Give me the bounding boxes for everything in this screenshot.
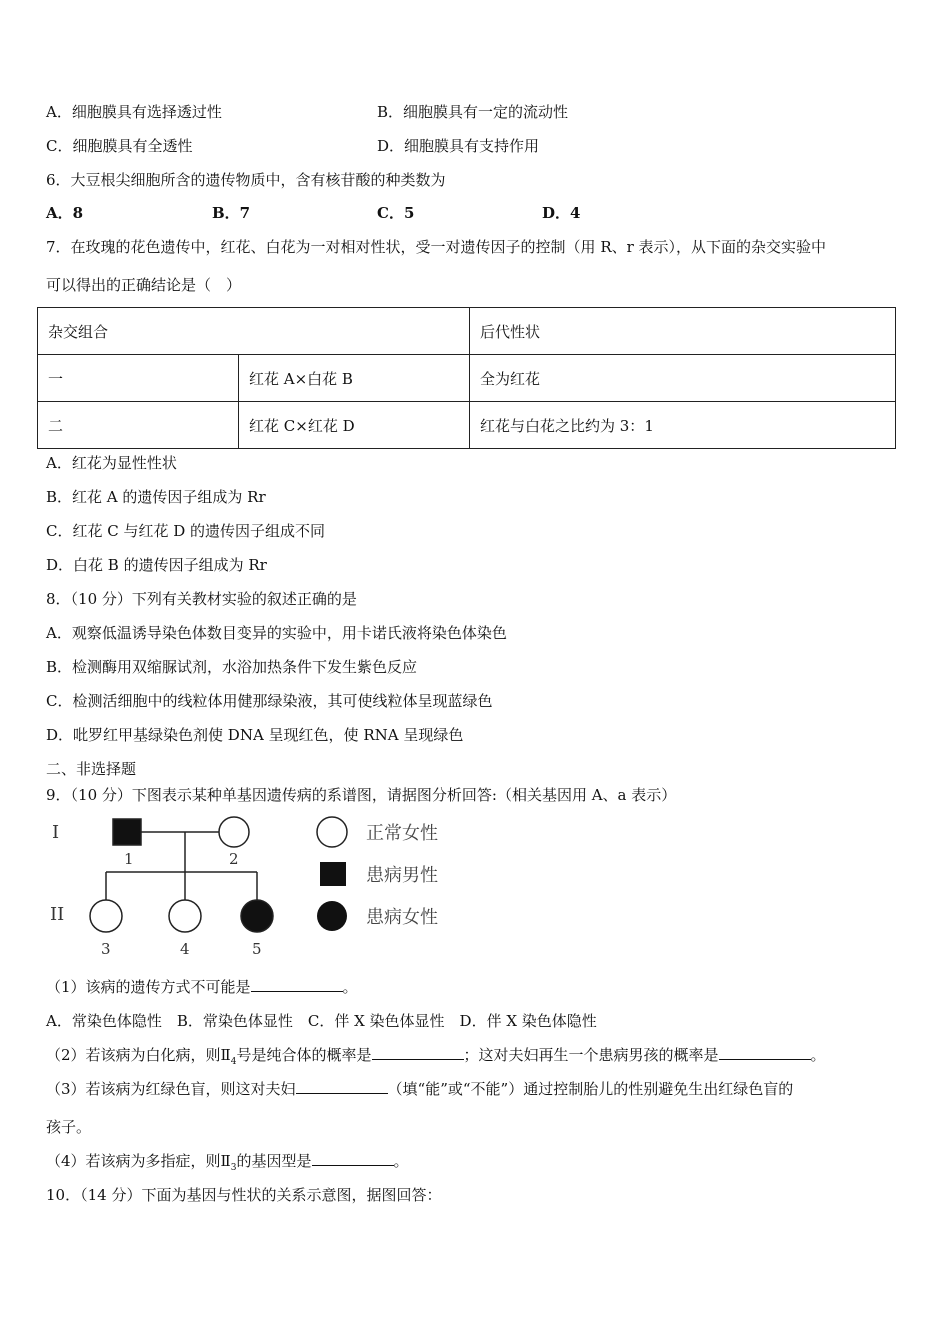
label-5: 5	[252, 940, 262, 958]
text: 。	[342, 978, 358, 996]
text: 。	[810, 1046, 826, 1064]
text: 。	[393, 1152, 409, 1170]
text: 号是纯合体的概率是	[236, 1046, 372, 1064]
answer-blank[interactable]	[719, 1045, 811, 1060]
pedigree-diagram	[40, 812, 470, 962]
text: （3）若该病为红绿色盲，则这对夫妇	[46, 1080, 296, 1098]
legend-affected-male-icon	[320, 862, 346, 886]
q8-option-b: B．检测酶用双缩脲试剂，水浴加热条件下发生紫色反应	[46, 658, 418, 676]
q8-stem: 8．（10 分）下列有关教材实验的叙述正确的是	[46, 590, 357, 608]
label-4: 4	[180, 940, 190, 958]
text: （2）若该病为白化病，则Ⅱ	[46, 1046, 231, 1064]
normal-female-4	[169, 900, 201, 932]
text: ；这对夫妇再生一个患病男孩的概率是	[463, 1046, 719, 1064]
q8-option-d: D．吡罗红甲基绿染色剂使 DNA 呈现红色，使 RNA 呈现绿色	[46, 726, 464, 744]
q9-part2	[46, 1045, 826, 1072]
subscript: 3	[230, 1163, 237, 1173]
affected-male-1	[113, 819, 141, 845]
q7-stem-2: 可以得出的正确结论是（ ）	[46, 276, 242, 294]
q7-option-a: A．红花为显性性状	[46, 454, 177, 472]
legend-affected-female: 患病女性	[366, 907, 438, 928]
text: （填“能”或“不能”）通过控制胎儿的性别避免生出红绿色盲的	[387, 1080, 794, 1098]
normal-female-2	[219, 817, 249, 847]
legend-affected-female-icon	[317, 901, 347, 931]
q6-option-c: C．5	[377, 204, 415, 222]
cell: 全为红花	[470, 355, 896, 402]
q8-option-a: A．观察低温诱导染色体数目变异的实验中，用卡诺氏液将染色体染色	[46, 624, 507, 642]
q6-option-d: D．4	[542, 204, 581, 222]
header-offspring: 后代性状	[470, 308, 896, 355]
q7-stem-1: 7．在玫瑰的花色遗传中，红花、白花为一对相对性状，受一对遗传因子的控制（用 R、r 表示），从下面的杂交实验中	[46, 238, 827, 256]
q5-option-c: C．细胞膜具有全透性	[46, 137, 193, 155]
text: 的基因型是	[236, 1152, 312, 1170]
q7-option-d: D．白花 B 的遗传因子组成为 Rr	[46, 556, 267, 574]
label-3: 3	[101, 940, 111, 958]
table-row	[38, 402, 896, 449]
q5-option-a: A．细胞膜具有选择透过性	[46, 103, 222, 121]
answer-blank[interactable]	[251, 977, 343, 992]
q5-option-d: D．细胞膜具有支持作用	[377, 137, 540, 155]
q10-stem: 10．（14 分）下面为基因与性状的关系示意图，据图回答：	[46, 1186, 442, 1204]
generation-2-label: II	[50, 904, 65, 925]
q9-part3-cont: 孩子。	[46, 1118, 92, 1136]
affected-female-5	[241, 900, 273, 932]
q6-option-a: A．8	[46, 204, 84, 222]
header-cross: 杂交组合	[38, 308, 470, 355]
label-2: 2	[229, 850, 239, 868]
legend-normal-female: 正常女性	[366, 823, 438, 844]
cross-table	[37, 307, 896, 449]
q9-stem: 9．（10 分）下图表示某种单基因遗传病的系谱图，请据图分析回答:（相关基因用 A、a 表示）	[46, 786, 677, 804]
answer-blank[interactable]	[372, 1045, 464, 1060]
legend-affected-male: 患病男性	[366, 865, 438, 886]
q9-part1	[46, 977, 358, 997]
table-row	[38, 355, 896, 402]
q6-option-b: B．7	[212, 204, 251, 222]
q7-option-c: C．红花 C 与红花 D 的遗传因子组成不同	[46, 522, 326, 540]
q9-options: A．常染色体隐性 B．常染色体显性 C．伴 X 染色体显性 D．伴 X 染色体隐性	[46, 1012, 597, 1030]
cell: 一	[38, 355, 239, 402]
q7-option-b: B．红花 A 的遗传因子组成为 Rr	[46, 488, 266, 506]
normal-female-3	[90, 900, 122, 932]
q5-option-b: B．细胞膜具有一定的流动性	[377, 103, 569, 121]
section-heading: 二、非选择题	[46, 760, 137, 778]
label-1: 1	[124, 850, 134, 868]
answer-blank[interactable]	[296, 1079, 388, 1094]
q6-stem: 6．大豆根尖细胞所含的遗传物质中，含有核苷酸的种类数为	[46, 171, 446, 189]
text: （4）若该病为多指症，则Ⅱ	[46, 1152, 231, 1170]
cell: 二	[38, 402, 239, 449]
cell: 红花与白花之比约为 3：1	[470, 402, 896, 449]
subscript: 4	[230, 1057, 237, 1067]
q9-part3	[46, 1079, 793, 1099]
legend-normal-female-icon	[317, 817, 347, 847]
q8-option-c: C．检测活细胞中的线粒体用健那绿染液，其可使线粒体呈现蓝绿色	[46, 692, 493, 710]
cell: 红花 C×红花 D	[239, 402, 470, 449]
q9-part4	[46, 1151, 409, 1178]
cell: 红花 A×白花 B	[239, 355, 470, 402]
generation-1-label: I	[52, 822, 60, 843]
text: （1）该病的遗传方式不可能是	[46, 978, 251, 996]
answer-blank[interactable]	[312, 1151, 394, 1166]
